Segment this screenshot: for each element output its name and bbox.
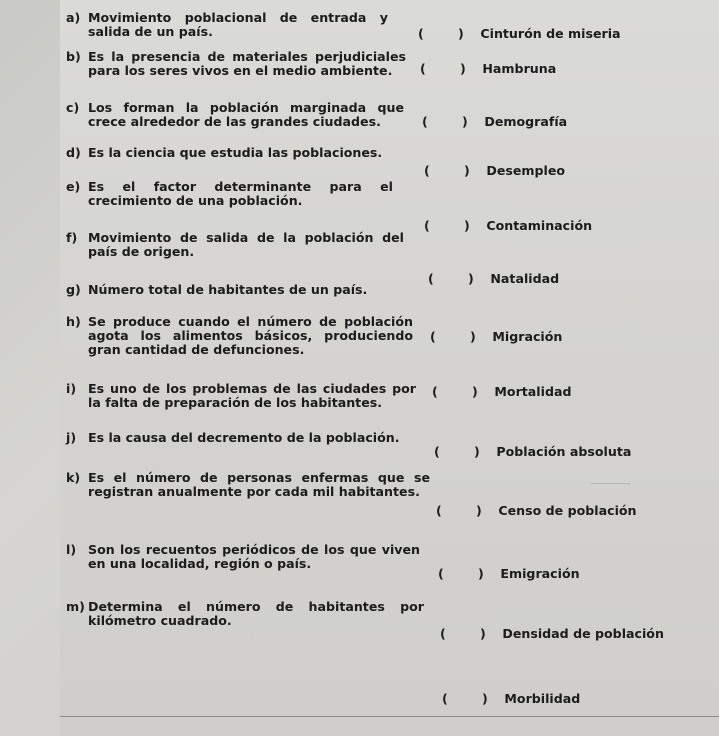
answer-blank[interactable]: ( ) xyxy=(432,384,478,399)
question-k: k) Es el número de personas enfermas que se registran anualmente por cada mil habitantes. xyxy=(66,470,430,499)
answer-blank[interactable]: ( ) xyxy=(418,26,464,41)
question-b: b) Es la presencia de materiales perjudiciales para los seres vivos en el medio ambiente. xyxy=(66,49,406,78)
answer-cinturon-de-miseria[interactable]: ( ) Cinturón de miseria xyxy=(418,26,621,41)
answer-blank[interactable]: ( ) xyxy=(436,503,482,518)
question-l: l) Son los recuentos periódicos de los que viven en una localidad, región o país. xyxy=(66,542,420,571)
answer-blank[interactable]: ( ) xyxy=(422,114,468,129)
answer-densidad-de-poblacion[interactable]: ( ) Densidad de población xyxy=(440,626,664,641)
answer-blank[interactable]: ( ) xyxy=(440,626,486,641)
answer-mortalidad[interactable]: ( ) Mortalidad xyxy=(432,384,572,399)
page-bottom-rule xyxy=(60,716,719,717)
answer-blank[interactable]: ( ) xyxy=(424,163,470,178)
answer-demografia[interactable]: ( ) Demografía xyxy=(422,114,568,129)
answer-blank[interactable]: ( ) xyxy=(428,271,474,286)
question-e: e) Es el factor determinante para el crecimiento de una población. xyxy=(66,179,393,208)
pencil-mark xyxy=(590,483,630,484)
answer-blank[interactable]: ( ) xyxy=(420,61,466,76)
answer-blank[interactable]: ( ) xyxy=(430,329,476,344)
answer-migracion[interactable]: ( ) Migración xyxy=(430,329,563,344)
answer-natalidad[interactable]: ( ) Natalidad xyxy=(428,271,560,286)
question-j: j) Es la causa del decremento de la población. xyxy=(66,430,400,445)
answer-contaminacion[interactable]: ( ) Contaminación xyxy=(424,218,593,233)
question-g: g) Número total de habitantes de un país. xyxy=(66,282,368,297)
question-a: a) Movimiento poblacional de entrada y salida de un país. xyxy=(66,10,388,39)
question-f: f) Movimiento de salida de la población del país de origen. xyxy=(66,230,404,259)
answer-blank[interactable]: ( ) xyxy=(434,444,480,459)
answer-blank[interactable]: ( ) xyxy=(424,218,470,233)
answer-blank[interactable]: ( ) xyxy=(442,691,488,706)
answer-desempleo[interactable]: ( ) Desempleo xyxy=(424,163,566,178)
answer-poblacion-absoluta[interactable]: ( ) Población absoluta xyxy=(434,444,632,459)
question-i: i) Es uno de los problemas de las ciudades por la falta de preparación de los habitantes. xyxy=(66,381,416,410)
question-m: m) Determina el número de habitantes por kilómetro cuadrado. xyxy=(66,599,424,628)
question-h: h) Se produce cuando el número de población agota los alimentos básicos, produciendo gran cantidad de defunciones. xyxy=(66,314,413,357)
answer-censo-de-poblacion[interactable]: ( ) Censo de población xyxy=(436,503,637,518)
answer-blank[interactable]: ( ) xyxy=(438,566,484,581)
question-c: c) Los forman la población marginada que crece alrededor de las grandes ciudades. xyxy=(66,100,404,129)
question-d: d) Es la ciencia que estudia las poblaciones. xyxy=(66,145,383,160)
answer-hambruna[interactable]: ( ) Hambruna xyxy=(420,61,557,76)
answer-emigracion[interactable]: ( ) Emigración xyxy=(438,566,580,581)
answer-morbilidad[interactable]: ( ) Morbilidad xyxy=(442,691,581,706)
